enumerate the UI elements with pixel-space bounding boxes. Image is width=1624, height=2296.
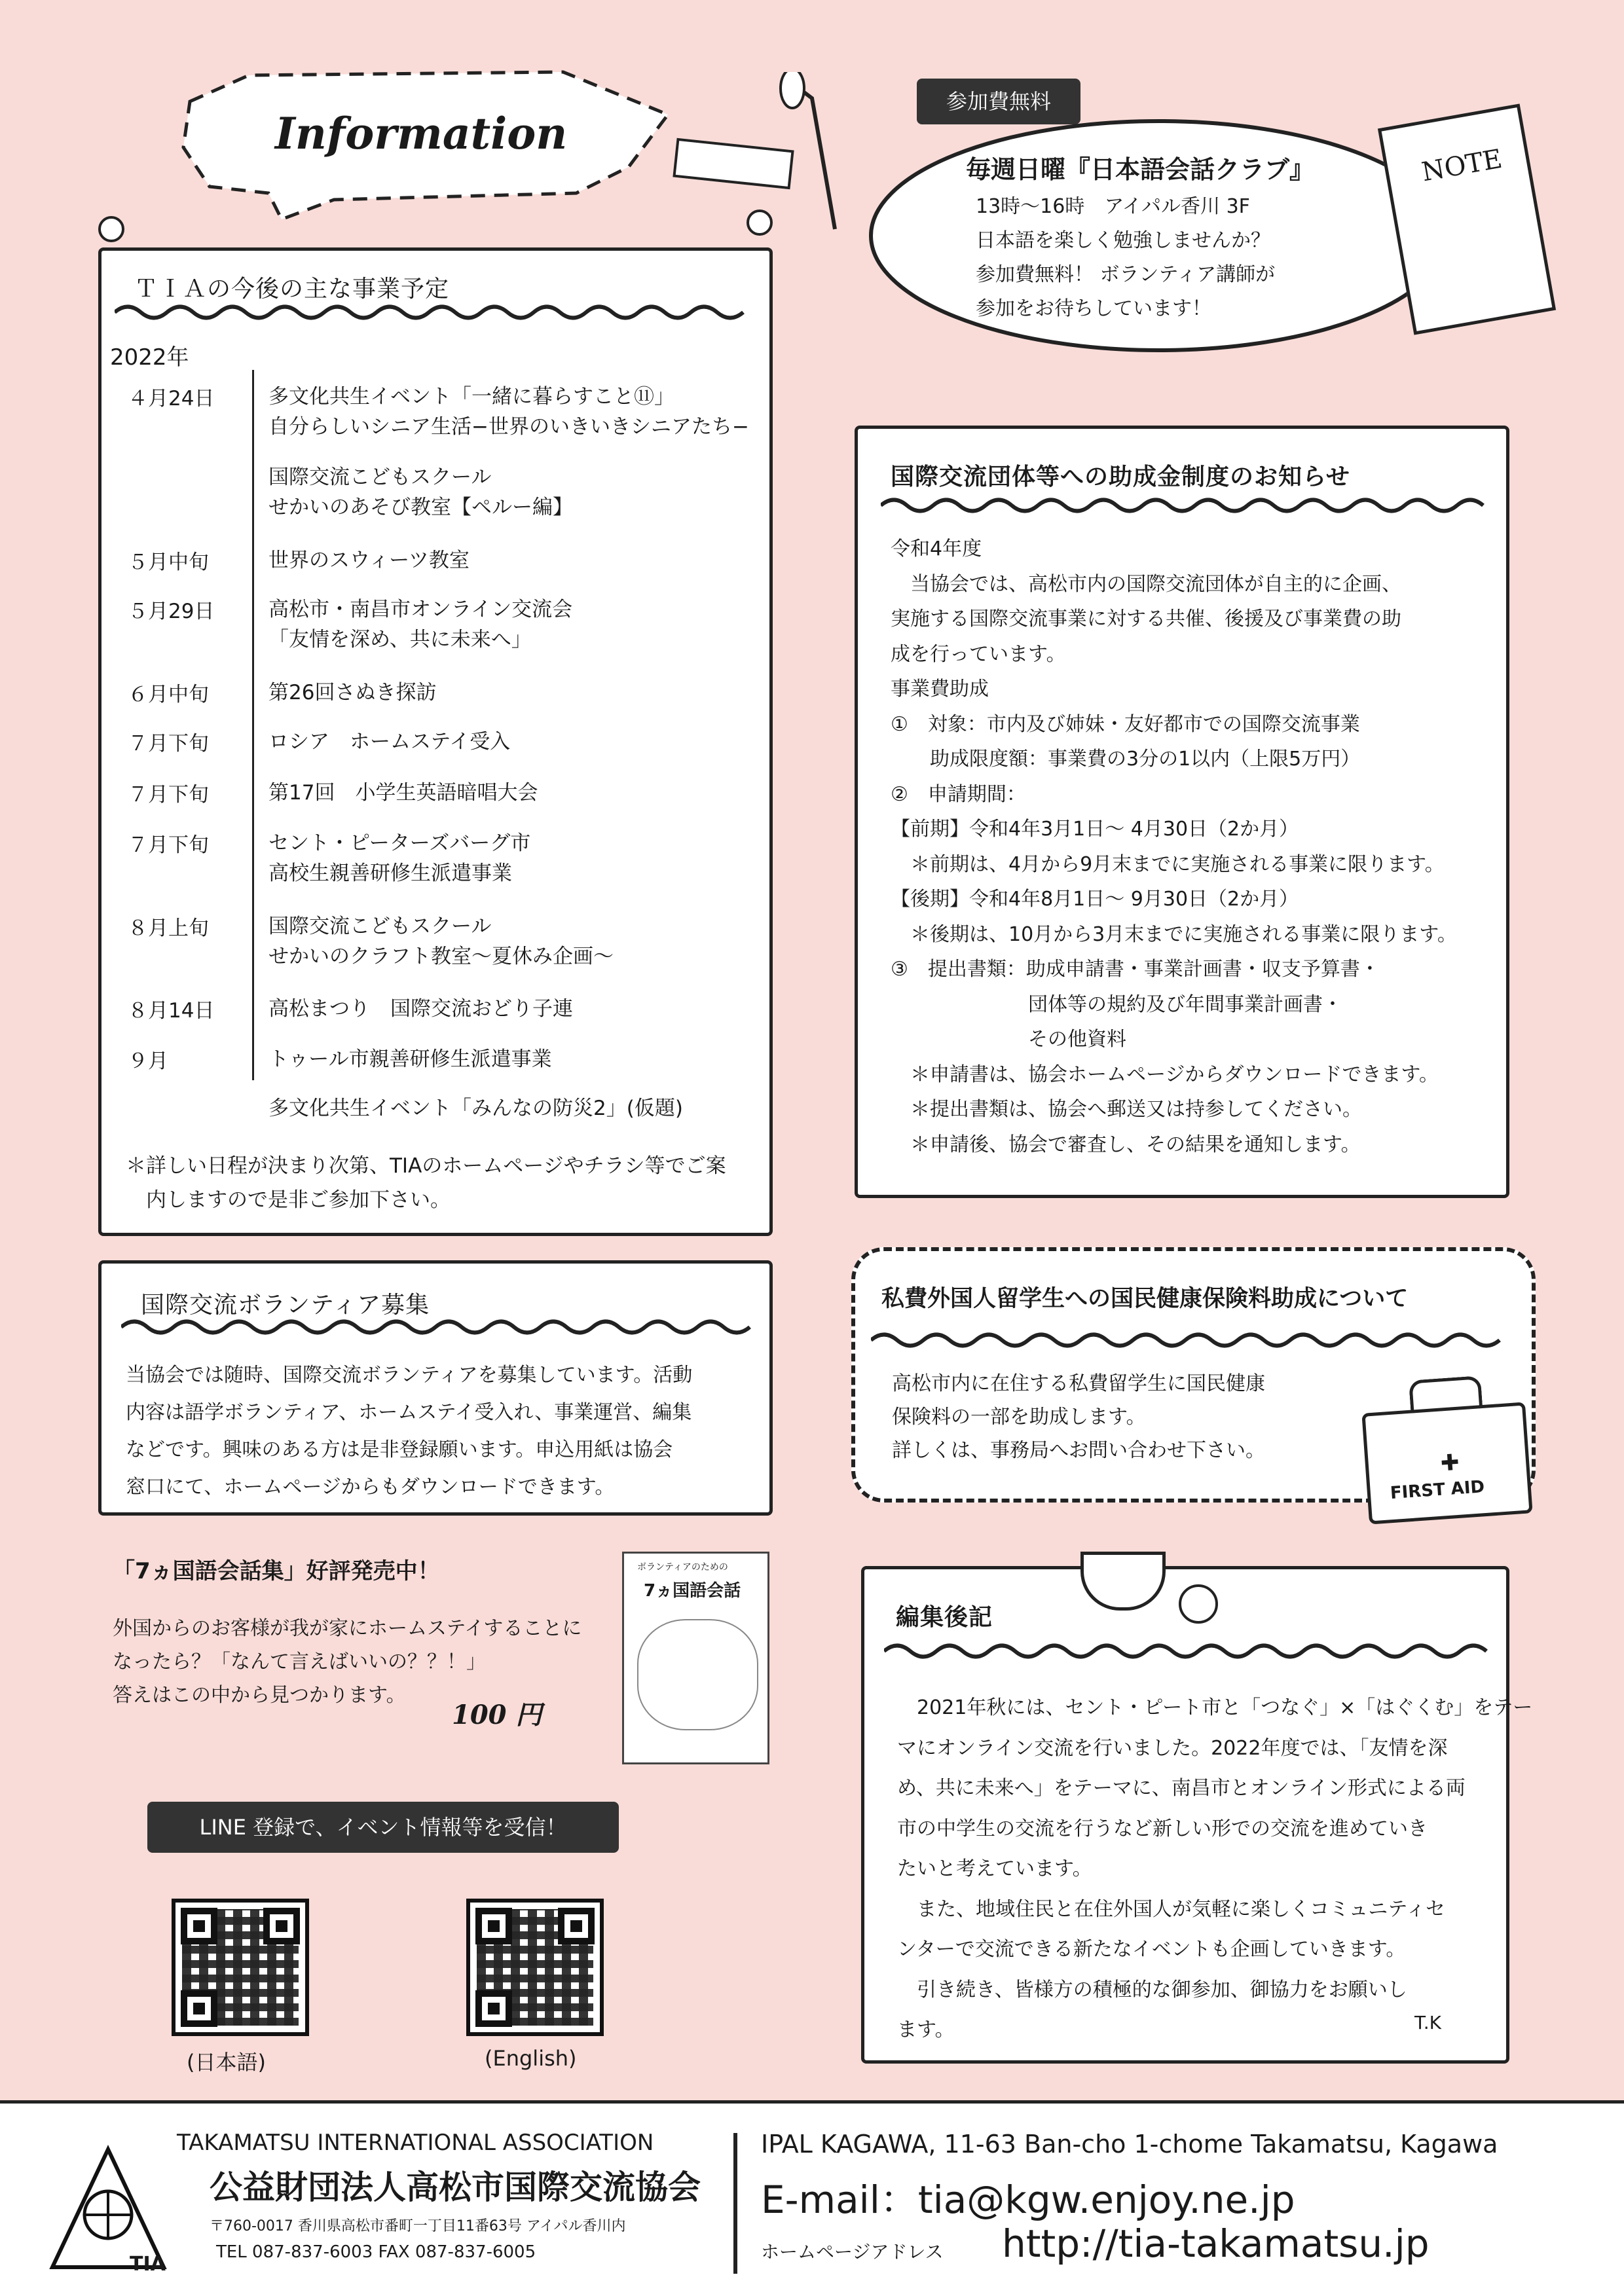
event-line: せかいのクラフト教室～夏休み企画～ xyxy=(268,945,614,968)
club-line: 13時～16時 アイパル香川 3F xyxy=(976,195,1250,218)
editor-body xyxy=(897,1688,1532,2050)
phrasebook-price: 100 円 xyxy=(452,1700,542,1730)
schedule-date: ７月下旬 xyxy=(128,732,209,756)
grant-line: 助成限度額：事業費の3分の1以内（上限5万円） xyxy=(891,748,1361,771)
schedule-event xyxy=(268,828,530,888)
schedule-date: ４月24日 xyxy=(128,387,215,410)
cover-illustration xyxy=(637,1619,758,1730)
grant-line: ＊前期は、4月から9月末までに実施される事業に限ります。 xyxy=(891,852,1445,876)
event-line: せかいのあそび教室【ペルー編】 xyxy=(268,496,573,519)
schedule-date: ８月14日 xyxy=(128,999,215,1023)
grant-squiggle xyxy=(881,494,1490,517)
phrasebook-line: 外国からのお客様が我が家にホームステイすることに xyxy=(113,1617,582,1640)
cross-icon: ✚ xyxy=(1439,1449,1460,1477)
note-label: NOTE xyxy=(1419,143,1505,188)
qr-finder xyxy=(181,1990,217,2027)
grant-line: 【後期】令和4年8月1日～ 9月30日（2か月） xyxy=(891,888,1299,911)
editor-signature: T.K xyxy=(1414,2012,1442,2033)
grant-line: 実施する国際交流事業に対する共催、後援及び事業費の助 xyxy=(891,608,1401,630)
schedule-event xyxy=(268,382,749,442)
footer-divider xyxy=(733,2133,737,2274)
volunteer-line: 当協会では随時、国際交流ボランティアを募集しています。活動 xyxy=(126,1364,693,1387)
schedule-event xyxy=(268,911,614,972)
editor-squiggle xyxy=(884,1640,1493,1662)
event-line: ロシア ホームステイ受入 xyxy=(268,730,511,754)
org-tel: TEL 087-837-6003 FAX 087-837-6005 xyxy=(216,2242,536,2262)
club-title: 毎週日曜『日本語会話クラブ』 xyxy=(966,155,1315,184)
footer xyxy=(0,2100,1624,2296)
grant-line: 当協会では、高松市内の国際交流団体が自主的に企画、 xyxy=(891,572,1401,596)
first-aid-kit-icon xyxy=(1361,1402,1532,1524)
schedule-event xyxy=(268,678,436,708)
cover-subtitle: ボランティアのための xyxy=(637,1562,728,1573)
qr-finder xyxy=(181,1908,217,1944)
grant-line: ② 申請期間： xyxy=(891,782,1026,806)
qr-label-japanese: (日本語) xyxy=(187,2050,266,2075)
schedule-event xyxy=(268,727,510,757)
org-name-en: TAKAMATSU INTERNATIONAL ASSOCIATION xyxy=(177,2130,654,2156)
grant-line: ＊申請書は、協会ホームページからダウンロードできます。 xyxy=(891,1063,1439,1086)
volunteer-title: 国際交流ボランティア募集 xyxy=(141,1292,430,1319)
insurance-line: 詳しくは、事務局へお問い合わせ下さい。 xyxy=(892,1439,1265,1462)
schedule-event xyxy=(268,594,572,655)
event-line: 世界のスウィーツ教室 xyxy=(268,549,470,572)
editor-line: また、地域住民と在住外国人が気軽に楽しくコミュニティセ xyxy=(897,1897,1445,1921)
schedule-event xyxy=(268,545,470,575)
event-line: 高松まつり 国際交流おどり子連 xyxy=(268,997,573,1021)
editor-line: ンターで交流できる新たなイベントも企画していきます。 xyxy=(897,1938,1406,1961)
pen-icon xyxy=(773,72,851,236)
club-text xyxy=(976,190,1275,326)
qr-finder xyxy=(263,1908,300,1944)
homepage-label: ホームページアドレス xyxy=(761,2241,944,2263)
schedule-date: ７月下旬 xyxy=(128,783,209,807)
org-address: 〒760-0017 香川県高松市番町一丁目11番63号 アイパル香川内 xyxy=(210,2218,626,2234)
editor-line: ます。 xyxy=(897,2018,955,2041)
volunteer-body xyxy=(126,1357,692,1506)
grant-body xyxy=(891,532,1457,1162)
schedule-year: 2022年 xyxy=(110,344,189,371)
phrasebook-cover xyxy=(622,1552,769,1764)
schedule-note-line: ＊詳しい日程が決まり次第、TIAのホームページやチラシ等でご案 xyxy=(126,1154,726,1178)
schedule-date: ５月29日 xyxy=(128,600,215,623)
event-line: セント・ピーターズバーグ市 xyxy=(268,831,531,855)
insurance-body xyxy=(892,1367,1265,1467)
schedule-date: ９月 xyxy=(128,1049,168,1073)
volunteer-line: などです。興味のある方は是非登録願います。申込用紙は協会 xyxy=(126,1438,673,1461)
schedule-event xyxy=(268,778,538,808)
qr-finder xyxy=(475,1990,512,2027)
schedule-date: ７月下旬 xyxy=(128,833,209,857)
event-line: 多文化共生イベント「みんなの防災2」(仮題) xyxy=(268,1097,683,1120)
editor-line: 引き続き、皆様方の積極的な御参加、御協力をお願いし xyxy=(897,1978,1407,2001)
schedule-date: ５月中旬 xyxy=(128,551,209,574)
event-line: 多文化共生イベント「一緒に暮らすこと⑪」 xyxy=(268,385,674,409)
grant-line: ① 対象：市内及び姉妹・友好都市での国際交流事業 xyxy=(891,712,1360,736)
schedule-title: ＴＩＡの今後の主な事業予定 xyxy=(134,276,450,302)
qr-code-japanese[interactable] xyxy=(172,1899,309,2036)
insurance-line: 高松市内に在住する私費留学生に国民健康 xyxy=(892,1372,1265,1395)
event-line: 国際交流こどもスクール xyxy=(268,465,492,489)
event-line: 国際交流こどもスクール xyxy=(268,915,492,938)
volunteer-line: 窓口にて、ホームページからもダウンロードできます。 xyxy=(126,1476,615,1499)
event-line: トゥール市親善研修生派遣事業 xyxy=(268,1048,552,1071)
insurance-squiggle xyxy=(871,1329,1519,1351)
address-en: IPAL KAGAWA, 11-63 Ban-cho 1-chome Takamatsu, Kagawa xyxy=(761,2130,1498,2159)
grant-line: ＊後期は、10月から3月末までに実施される事業に限ります。 xyxy=(891,922,1457,946)
email[interactable]: E-mail：tia@kgw.enjoy.ne.jp xyxy=(761,2178,1295,2222)
volunteer-squiggle xyxy=(121,1316,756,1338)
phrasebook-line: なったら？「なんて言えばいいの？？！」 xyxy=(113,1650,486,1673)
event-line: 「友情を深め、共に未来へ」 xyxy=(268,628,532,651)
event-line: 高松市・南昌市オンライン交流会 xyxy=(268,598,573,621)
club-line: 参加をお待ちしています！ xyxy=(976,297,1211,320)
schedule-event xyxy=(268,1093,683,1123)
qr-finder xyxy=(475,1908,512,1944)
logo-text: TIA xyxy=(130,2253,166,2276)
insurance-line: 保険料の一部を助成します。 xyxy=(892,1406,1146,1429)
editor-line: たいと考えています。 xyxy=(897,1857,1092,1880)
grant-line: ＊提出書類は、協会へ郵送又は持参してください。 xyxy=(891,1098,1362,1121)
phrasebook-title: 「7ヵ国語会話集」好評発売中！ xyxy=(113,1558,440,1584)
event-line: 第17回 小学生英語暗唱大会 xyxy=(268,781,538,805)
club-line: 参加費無料！ ボランティア講師が xyxy=(976,263,1276,286)
editor-title: 編集後記 xyxy=(896,1604,993,1631)
information-title: Information xyxy=(275,108,568,159)
free-tag: 参加費無料 xyxy=(917,79,1080,124)
schedule-event xyxy=(268,462,573,522)
cookie-icon xyxy=(1179,1584,1218,1624)
schedule-event xyxy=(268,994,573,1024)
insurance-title: 私費外国人留学生への国民健康保険料助成について xyxy=(881,1286,1409,1312)
schedule-date: ８月上旬 xyxy=(128,917,209,940)
editor-line: め、共に未来へ」をテーマに、南昌市とオンライン形式による両 xyxy=(897,1777,1466,1800)
grant-line: その他資料 xyxy=(891,1028,1126,1051)
phrasebook-line: 答えはこの中から見つかります。 xyxy=(113,1684,406,1707)
grant-line: 成を行っています。 xyxy=(891,642,1066,666)
club-line: 日本語を楽しく勉強しませんか？ xyxy=(976,229,1270,252)
homepage-url[interactable]: http://tia-takamatsu.jp xyxy=(1002,2221,1430,2266)
schedule-note-line: 内しますので是非ご参加下さい。 xyxy=(126,1188,451,1212)
grant-title: 国際交流団体等への助成金制度のお知らせ xyxy=(891,464,1350,490)
grant-line: 団体等の規約及び年間事業計画書・ xyxy=(891,993,1342,1016)
grant-line: 令和4年度 xyxy=(891,538,982,560)
org-name-jp: 公益財団法人高松市国際交流協会 xyxy=(210,2168,701,2206)
cover-title: 7ヵ国語会話 xyxy=(644,1581,741,1601)
kit-handle xyxy=(1409,1376,1483,1413)
first-aid-label: FIRST AID xyxy=(1389,1477,1486,1504)
volunteer-line: 内容は語学ボランティア、ホームステイ受入れ、事業運営、編集 xyxy=(126,1401,692,1424)
editor-line: マにオンライン交流を行いました。2022年度では、「友情を深 xyxy=(897,1736,1448,1760)
pushpin-icon xyxy=(98,216,124,242)
grant-line: 【前期】令和4年3月1日～ 4月30日（2か月） xyxy=(891,818,1299,841)
event-line: 自分らしいシニア生活−世界のいきいきシニアたち− xyxy=(268,415,749,439)
schedule-note xyxy=(126,1149,726,1217)
qr-finder xyxy=(558,1908,595,1944)
schedule-event xyxy=(268,1044,552,1074)
grant-line: ＊申請後、協会で審査し、その結果を通知します。 xyxy=(891,1133,1361,1156)
qr-code-english[interactable] xyxy=(466,1899,604,2036)
grant-line: 事業費助成 xyxy=(891,678,989,701)
qr-label-english: (English) xyxy=(485,2046,577,2071)
event-line: 第26回さぬき探訪 xyxy=(268,681,437,704)
schedule-divider xyxy=(252,370,254,1080)
event-line: 高校生親善研修生派遣事業 xyxy=(268,862,512,885)
schedule-date: ６月中旬 xyxy=(128,683,209,706)
editor-line: 市の中学生の交流を行うなど新しい形での交流を進めていき xyxy=(897,1817,1428,1840)
line-banner: LINE 登録で、イベント情報等を受信！ xyxy=(147,1802,619,1853)
grant-line: ③ 提出書類：助成申請書・事業計画書・収支予算書・ xyxy=(891,958,1380,981)
editor-line: 2021年秋には、セント・ピート市と「つなぐ」×「はぐくむ」をテー xyxy=(897,1696,1533,1719)
